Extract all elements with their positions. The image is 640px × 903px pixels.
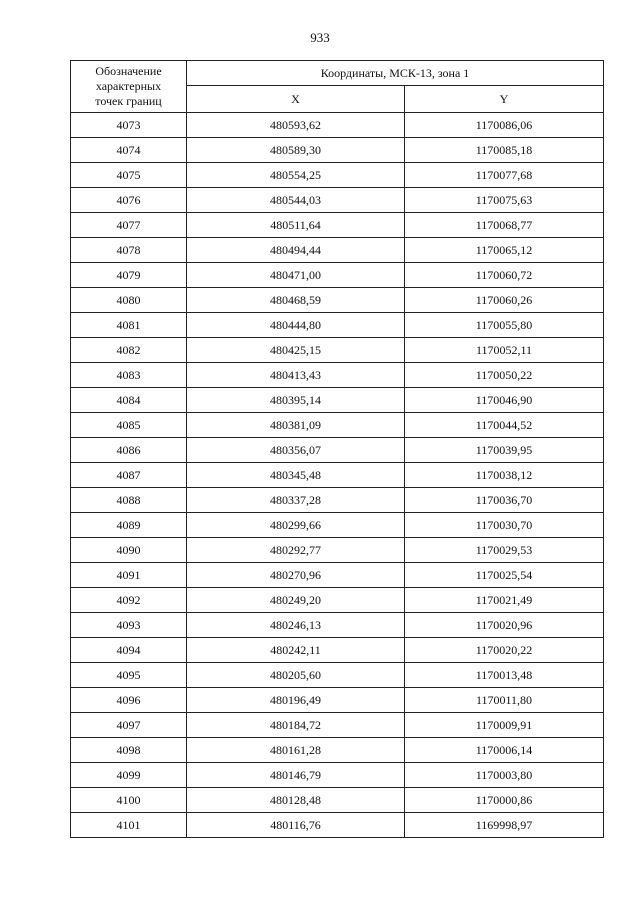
point-id-cell: 4101 <box>71 813 187 838</box>
point-id-cell: 4088 <box>71 488 187 513</box>
x-coordinate-cell: 480146,79 <box>187 763 405 788</box>
coordinates-table <box>70 60 604 838</box>
table-row <box>71 713 604 738</box>
table-row <box>71 438 604 463</box>
y-coordinate-cell: 1170021,49 <box>405 588 604 613</box>
header-line: точек границ <box>95 94 162 108</box>
x-coordinate-cell: 480249,20 <box>187 588 405 613</box>
table-row <box>71 588 604 613</box>
table-row <box>71 538 604 563</box>
point-id-cell: 4081 <box>71 313 187 338</box>
point-id-cell: 4083 <box>71 363 187 388</box>
coordinates-header: Координаты, МСК-13, зона 1 <box>187 61 604 86</box>
x-coordinate-cell: 480292,77 <box>187 538 405 563</box>
header-line: Обозначение <box>95 64 162 78</box>
y-coordinate-cell: 1170060,72 <box>405 263 604 288</box>
y-coordinate-cell: 1170055,80 <box>405 313 604 338</box>
table-row <box>71 763 604 788</box>
y-coordinate-cell: 1170077,68 <box>405 163 604 188</box>
y-coordinate-cell: 1170030,70 <box>405 513 604 538</box>
point-designation-header <box>71 61 187 113</box>
point-id-cell: 4086 <box>71 438 187 463</box>
y-coordinate-cell: 1170044,52 <box>405 413 604 438</box>
table-row <box>71 788 604 813</box>
x-header: X <box>187 86 405 113</box>
x-coordinate-cell: 480205,60 <box>187 663 405 688</box>
y-coordinate-cell: 1170036,70 <box>405 488 604 513</box>
x-coordinate-cell: 480413,43 <box>187 363 405 388</box>
table-row <box>71 213 604 238</box>
table-row <box>71 638 604 663</box>
y-coordinate-cell: 1170020,96 <box>405 613 604 638</box>
x-coordinate-cell: 480589,30 <box>187 138 405 163</box>
y-coordinate-cell: 1170068,77 <box>405 213 604 238</box>
x-coordinate-cell: 480270,96 <box>187 563 405 588</box>
table-row <box>71 188 604 213</box>
table-row <box>71 363 604 388</box>
point-id-cell: 4076 <box>71 188 187 213</box>
x-coordinate-cell: 480544,03 <box>187 188 405 213</box>
table-row <box>71 738 604 763</box>
point-id-cell: 4078 <box>71 238 187 263</box>
table-row <box>71 288 604 313</box>
point-id-cell: 4099 <box>71 763 187 788</box>
y-coordinate-cell: 1170086,06 <box>405 113 604 138</box>
point-id-cell: 4095 <box>71 663 187 688</box>
point-id-cell: 4074 <box>71 138 187 163</box>
page-number: 933 <box>310 30 330 45</box>
point-id-cell: 4100 <box>71 788 187 813</box>
point-id-cell: 4073 <box>71 113 187 138</box>
x-coordinate-cell: 480471,00 <box>187 263 405 288</box>
y-coordinate-cell: 1170003,80 <box>405 763 604 788</box>
table-row <box>71 163 604 188</box>
x-coordinate-cell: 480593,62 <box>187 113 405 138</box>
point-id-cell: 4077 <box>71 213 187 238</box>
x-coordinate-cell: 480161,28 <box>187 738 405 763</box>
y-coordinate-cell: 1170085,18 <box>405 138 604 163</box>
point-id-cell: 4075 <box>71 163 187 188</box>
y-coordinate-cell: 1170025,54 <box>405 563 604 588</box>
x-coordinate-cell: 480395,14 <box>187 388 405 413</box>
point-id-cell: 4092 <box>71 588 187 613</box>
y-coordinate-cell: 1170050,22 <box>405 363 604 388</box>
y-coordinate-cell: 1170075,63 <box>405 188 604 213</box>
table-row <box>71 313 604 338</box>
table-row <box>71 413 604 438</box>
table-row <box>71 813 604 838</box>
table-row <box>71 513 604 538</box>
y-coordinate-cell: 1170038,12 <box>405 463 604 488</box>
point-id-cell: 4089 <box>71 513 187 538</box>
x-coordinate-cell: 480242,11 <box>187 638 405 663</box>
table-row <box>71 463 604 488</box>
table-row <box>71 113 604 138</box>
y-coordinate-cell: 1170000,86 <box>405 788 604 813</box>
point-id-cell: 4097 <box>71 713 187 738</box>
table-row <box>71 663 604 688</box>
x-coordinate-cell: 480337,28 <box>187 488 405 513</box>
x-coordinate-cell: 480468,59 <box>187 288 405 313</box>
table-row <box>71 388 604 413</box>
point-id-cell: 4096 <box>71 688 187 713</box>
y-coordinate-cell: 1170006,14 <box>405 738 604 763</box>
y-coordinate-cell: 1170060,26 <box>405 288 604 313</box>
x-coordinate-cell: 480299,66 <box>187 513 405 538</box>
y-coordinate-cell: 1170009,91 <box>405 713 604 738</box>
table-row <box>71 263 604 288</box>
point-id-cell: 4094 <box>71 638 187 663</box>
point-id-cell: 4082 <box>71 338 187 363</box>
table-row <box>71 563 604 588</box>
point-id-cell: 4084 <box>71 388 187 413</box>
x-coordinate-cell: 480116,76 <box>187 813 405 838</box>
table-row <box>71 338 604 363</box>
y-coordinate-cell: 1170020,22 <box>405 638 604 663</box>
y-coordinate-cell: 1169998,97 <box>405 813 604 838</box>
y-coordinate-cell: 1170013,48 <box>405 663 604 688</box>
x-coordinate-cell: 480184,72 <box>187 713 405 738</box>
x-coordinate-cell: 480196,49 <box>187 688 405 713</box>
table-row <box>71 688 604 713</box>
x-coordinate-cell: 480381,09 <box>187 413 405 438</box>
point-id-cell: 4098 <box>71 738 187 763</box>
y-coordinate-cell: 1170039,95 <box>405 438 604 463</box>
point-id-cell: 4080 <box>71 288 187 313</box>
table-row <box>71 488 604 513</box>
y-coordinate-cell: 1170046,90 <box>405 388 604 413</box>
point-id-cell: 4093 <box>71 613 187 638</box>
header-line: характерных <box>95 79 162 93</box>
table-row <box>71 138 604 163</box>
point-id-cell: 4079 <box>71 263 187 288</box>
x-coordinate-cell: 480246,13 <box>187 613 405 638</box>
table-row <box>71 613 604 638</box>
y-coordinate-cell: 1170011,80 <box>405 688 604 713</box>
y-coordinate-cell: 1170052,11 <box>405 338 604 363</box>
table-row <box>71 238 604 263</box>
point-id-cell: 4091 <box>71 563 187 588</box>
y-coordinate-cell: 1170029,53 <box>405 538 604 563</box>
point-id-cell: 4090 <box>71 538 187 563</box>
x-coordinate-cell: 480554,25 <box>187 163 405 188</box>
point-id-cell: 4087 <box>71 463 187 488</box>
point-id-cell: 4085 <box>71 413 187 438</box>
y-coordinate-cell: 1170065,12 <box>405 238 604 263</box>
x-coordinate-cell: 480425,15 <box>187 338 405 363</box>
x-coordinate-cell: 480444,80 <box>187 313 405 338</box>
x-coordinate-cell: 480128,48 <box>187 788 405 813</box>
x-coordinate-cell: 480494,44 <box>187 238 405 263</box>
y-header: Y <box>405 86 604 113</box>
x-coordinate-cell: 480511,64 <box>187 213 405 238</box>
x-coordinate-cell: 480345,48 <box>187 463 405 488</box>
x-coordinate-cell: 480356,07 <box>187 438 405 463</box>
